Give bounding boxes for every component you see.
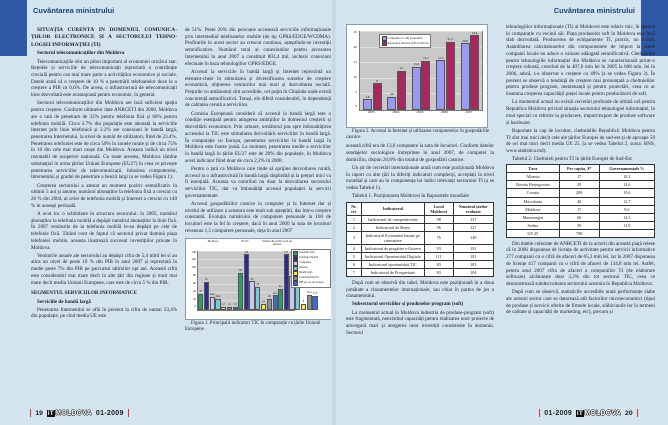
bar-group: 32 61 24,6 20,4 1,7 1,1 2,5 — [198, 252, 238, 310]
table-row — [347, 260, 494, 268]
bar — [210, 297, 215, 309]
page-header-left: Cuvântarea ministrului — [33, 6, 115, 15]
table2 — [506, 164, 655, 237]
issue-label-left: 01-2009 — [95, 409, 124, 417]
bar — [198, 294, 203, 309]
table-cell: 208 — [559, 189, 599, 197]
paragraph: Pentru o țară ca Moldova care tinde să sprijine dezvoltarea rurală, accesul la o infrastructură în bandă largă răspîndită și la prețuri mici va fi esențială. Aceasta va contribui nu doar la dezvoltarea sectorului serviciilor TIC, dar va îmbunătăți accesul populației la servicii guvernamentale. — [185, 165, 331, 199]
table-cell: 19,6 — [599, 189, 654, 197]
table-row — [347, 268, 494, 276]
table-cell: 183 — [453, 260, 493, 268]
legend-item: Telefonia mobilă — [293, 256, 328, 261]
bar — [436, 60, 445, 110]
table-cell: 7 — [347, 268, 362, 276]
table-row — [347, 223, 494, 231]
bar — [446, 42, 455, 110]
figura2-caption: Figura 2. Accesul la Internet și utilizarea computerelor în gospodăriile casnice — [346, 129, 490, 141]
table-cell: 76 — [424, 231, 453, 244]
table-cell: 4 — [347, 244, 362, 252]
bar — [307, 295, 312, 310]
footer-right — [539, 409, 638, 417]
table-cell: 59 — [559, 221, 599, 229]
table-cell: Albania — [507, 173, 560, 181]
table-cell: 798 — [559, 229, 599, 237]
table-row — [507, 189, 655, 197]
table-cell: Indicatorul Oportunității Digitale — [361, 252, 424, 260]
table-cell: 140 — [453, 231, 493, 244]
bar — [387, 97, 396, 110]
paragraph: Un șir de cercetări internaționale arată cum este poziționată Moldova în raport cu alte țări la diferiți indicatori complecși, acceptați la nivel mondial și care au în componența lor indici relevanți sectorului TI (a se vedea Tabelul 1). — [346, 164, 494, 192]
table-cell: 12,6 — [599, 181, 654, 189]
table-cell: Moldova — [507, 205, 560, 213]
figura1-chart — [185, 238, 331, 320]
paragraph: Raportate la cap de locuitor, cheltuielile Republicii Moldova pentru TI sînt mai mici decît cele ale țărilor Europei de sud-est și de aproape 50 de ori mai mici decît media UE 25. (a se vedea Tabelul 2, sursa: BNS, www.statistica.md). — [506, 127, 655, 154]
legend-item: Conexiuni fără fir — [293, 276, 328, 281]
logo-name: MOLDOVA — [55, 409, 92, 417]
column-header: Locul Moldovei — [424, 202, 453, 215]
right-page-column-2 — [506, 24, 655, 394]
bar — [412, 67, 421, 110]
table-row — [347, 215, 494, 223]
section-subheading: Serviciile de bandă largă — [37, 298, 91, 305]
paragraph: Creșterea sectorului a atestat un moment pozitiv semnificativ în ultimii 5 ani și anume, numărul abonaților la telefonia fixă a crescut cu 26 % din 2004, al celor de telefonia mobilă și Internet a crescut cu 140 % în aceeași perioadă. — [31, 182, 177, 209]
paragraph: Din datele colectate de ANRCETI de la actorii din această piață reiese că în 2006 dispuneau de licențe de activitate pentru servicii informatice 277 companii cu o cifră de afaceri de 65,3 mln lei, iar în 2007 dispuneau de licențe 417 companii cu o cifră de afaceri de 134,8 mln lei. Astfel, pentru anul 2007 cifra de afaceri a companiilor TI (de elaborare software) alcătuiește doar 3,3% din tot sectorul TIC, ceea ce demonstrează subdezvoltarea sectorului acestuia în Republica Moldova. — [506, 240, 655, 287]
paragraph: de 51%. Peste 20% din persoane accesează serviciile informaționale prin intermediul telefoanelor mobile (de tip GPRS/EDGE/WCDMA). Profiturile în acest sector au crescut continuu, așteptîndu-se investiții semnificative. Numărul total al conexiunilor pentru accesarea Internetului în anul 2007 a constituit 803,4 mii, inclusiv conexiuni efectuate în baza tehnologiilor GPRS/EDGE. — [185, 27, 331, 67]
table-cell: 191 — [453, 244, 493, 252]
column-header: Nr. crt. — [347, 202, 362, 215]
table1-title: Tabelul 1. Poziționarea Moldovei în Rapoartele mondiale — [352, 193, 469, 200]
bar — [421, 61, 430, 110]
page-header-right: Cuvântarea ministrului — [553, 6, 635, 15]
footer-left — [30, 409, 129, 417]
page-number-right: 20 — [625, 409, 633, 417]
paragraph: Accesul la serviciile în bandă largă și Internet reprezintă un element-cheie în stimularea și diversificarea surselor de creștere economică, obținerea veniturilor mai mari și dezvoltarea socială. Prețurile cu amănuntul sînt accesibile, cel puțin în Chișinău unde există concurență semnificativă. Totuși, ele diferă considerabil, în dependență de calitatea cerută a serviciilor. — [185, 68, 331, 109]
table-cell: Muntenegru — [507, 213, 560, 221]
figura1-caption: Figura 1. Principalii indicatori TIC în comparație cu țările Uniunii Europene — [185, 320, 321, 332]
bar — [227, 307, 232, 309]
table-cell: 111 — [424, 252, 453, 260]
figura1-category-labels: Moldova EU27 Statele din prima fază de aderare — [207, 238, 292, 246]
bar — [267, 299, 272, 309]
paragraph: A avut loc o schimbare în structura sectorului: în 2005, numărul abonaților la telefonia mobilă a depășit numărul abonaților la linie fixă. În 2007 veniturile de la telefonia mobilă le-au depășit pe cele de telefonie fixă. Ținînd cont de faptul că sectorul privat domină piața telefoniei mobile, aceasta ilustrează succesul investițiilor private în Moldova. — [31, 210, 177, 251]
column-header: Indicatorul — [361, 202, 424, 215]
bar-group: 2,8 8 — [360, 32, 384, 110]
paragraph: Penetrarea Internetului se află în prezent la cifra de numai 23,4% din populație, pe cînd media UE este — [31, 306, 177, 320]
bar-group: 3,6 12 — [384, 32, 408, 110]
table-cell: 83 — [424, 260, 453, 268]
table-cell: 96 — [424, 223, 453, 231]
paragraph: La momentul actual în Moldova industria de produse-program (soft) este fragmentată, neexistînd capacități pentru realizarea unor proiecte de anvergură mari și atragerea unor investiții consistente în domeniu. Sectorul — [346, 309, 494, 336]
footer-red-bar — [637, 409, 638, 417]
paragraph: Veniturile anuale ale sectorului au depășit cifra de 5,4 mlrd lei si au atins un nivel de peste 10 % din PIB în anul 2007 și reprezintă în medie peste 7% din PIB pe parcursul ultimilor opt ani. Această cifră este considerabil mai mare decît în alte țări din regiune și mult mai mare decît media Uniunii Europene, care este de circa 5 % din PIB. — [31, 252, 177, 286]
bar — [204, 282, 209, 309]
table-row — [507, 181, 655, 189]
table-row — [507, 213, 655, 221]
left-page-column-1 — [31, 27, 177, 397]
section-subheading: SEGMENTUL SERVICIILOR INFORMATICE — [31, 290, 137, 297]
bar — [397, 71, 406, 110]
bar — [278, 289, 283, 309]
bar — [312, 296, 317, 310]
bar-group: 84 140 63 50 9,3 20 29,3 — [238, 252, 278, 310]
bar — [244, 254, 249, 309]
figura2-legend — [379, 34, 431, 48]
section-subheading: Subsectorul serviciilor și produselor program (soft) — [352, 301, 464, 308]
figura1-legend — [291, 249, 331, 288]
table-cell: 29 — [559, 181, 599, 189]
table-cell: Indicatorul de Rețea — [361, 223, 424, 231]
table-cell: 12,7 — [599, 197, 654, 205]
page-gutter — [331, 0, 337, 425]
bar — [255, 287, 260, 310]
table-row — [507, 221, 655, 229]
table-row — [347, 244, 494, 252]
magazine-logo — [47, 410, 92, 417]
paragraph: La momentul actual nu există cercetări profunde de ultimă oră pentru Republica Moldova privind situația sectorului tehnologiei informației, în mod special cu referire la producere, import/export de produse software și hardware. — [506, 99, 655, 126]
paragraph: tehnologiilor informaționale (TI) al Moldovei este relativ mic, în special în comparație cu vecinii săi. Piața produselor soft în Moldova este încă slab dezvoltată. Producerea de echipamente TI, practic, nu există. Asamblarea calculatoarelor din componentele de import la unele companii locale nu aduce o valoare adăugată semnificativă. Cheltuielile pentru tehnologiile informației din Moldova se caracterizează printr-o creștere robustă, crescînd de la 407,6 mln lei în 2005 la 608 mln. lei în 2006, adică, s-a observat o creștere cu 49% (a se vedea Figura 3). În prezent se observă o tendință de creștere mai pronunțată a cheltuielilor pentru produse program, mentenanță și pentru proiectări, ceea ce ar însemna creșterea capacității pieței locale pentru producătorii de soft. — [506, 24, 655, 98]
logo-prefix: iT — [576, 409, 583, 417]
legend-item: Penetrarea Internet (100 locuitori) — [382, 41, 429, 46]
table-cell: 5 — [347, 252, 362, 260]
table-cell: 98 — [424, 215, 453, 223]
table-cell: 104 — [453, 268, 493, 276]
issue-label-right: 01-2009 — [544, 409, 573, 417]
table-cell: 93 — [424, 244, 453, 252]
bar — [221, 307, 226, 310]
table-cell: 13,9 — [599, 221, 654, 229]
bar — [373, 83, 382, 110]
figura2-y-axis: 25 20 15 10 5 0 — [353, 30, 357, 109]
table-cell: 9,6 — [599, 205, 654, 213]
column-header: Numărul țărilor evaluate — [453, 202, 493, 215]
bar-group: 13,2 15,2 — [409, 32, 433, 110]
table-cell: 14,3 — [599, 213, 654, 221]
legend-item: Computere la 100 gospodării — [382, 36, 429, 41]
paragraph: Telecomunicațiile sînt un pilon important al economiei oricărui stat. Rețelele și serviciile de telecomunicații reprezintă o contribuție crucială pentru cea mai mare parte a activităților economice și sociale. Datele arată că o creștere de 10 % a penetrării telefoanelor duce la o creștere a PIB cu 0,6%. De aceea, o infrastructură de telecomunicații bine dezvoltată este avantajoasă pentru economie, în general. — [31, 58, 177, 99]
table1 — [346, 202, 494, 277]
table-row — [507, 205, 655, 213]
left-page-column-2 — [185, 27, 331, 397]
table-cell: Serbia — [507, 221, 560, 229]
magazine-logo — [576, 410, 621, 417]
table-row — [507, 229, 655, 237]
table-cell — [599, 229, 654, 237]
table-cell: 83 — [424, 268, 453, 276]
paragraph: Sectorul telecomunicațiilor din Moldova are încă suficient spațiu pentru creștere. Conform ultimelor date ANRCETI din 2008, Moldova are o rată de penetrare de 32% pentru telefonia fixă și 60% pentru telefonia mobilă. Circa 3.7% din populație este abonată la serviciile Internet prin linie telefonică și 2.2% are conexiuni în bandă largă, penetrarea Internetului, la nivel de număr de utilizatori, fiind de 23.4%. Penetrarea telefoniei este de circa 50% în zonele rurale și de circa 75% în 10 din cele mai mari orașe din Moldova. Aceasta indică un nivel rezonabil de acoperire națională. Cu toate acestea, Moldova rămîne substanțial în urma țărilor Uniuni Europene (EU27) în ceea ce privește penetrarea serviciilor de telecomunicații, folosirea computerelor, Internetului și gradul de penetrare a benzii largi (a se vedea Figura 1). — [31, 100, 177, 181]
legend-item: Bandă largă — [293, 271, 328, 276]
bar — [284, 254, 289, 309]
paragraph: această cifră era de 13,6 computere la suta de locuitori. Conform datelor sondajelor sociologice întreprinse în anul 2007, de computer la domiciliu, dispun 20,8% din totalul de gospodării casnice. — [346, 143, 494, 163]
paragraph: Accesul gospodăriilor casnice la computer și la Internet dar și nivelul de utilizare a acestora este mult sub așteptări, dar într-o creștere constantă. Evoluția numărului de computere personale la 100 de locuitori este la fel în creștere, dacă în anul 2000 la suta de locuitori reveneau 1,5 computere personale, deja în anul 2007 — [185, 200, 331, 234]
table-cell: Indicatorul oportunității TIC — [361, 260, 424, 268]
bar-group: 15,3 21,2 — [433, 32, 457, 110]
table-cell: 17 — [559, 205, 599, 213]
column-header: Guvernamentale % — [599, 165, 654, 173]
footer-red-bar — [539, 409, 540, 417]
table-cell: Indicatorul de pregătire e-Guvern — [361, 244, 424, 252]
table-cell: Indicatorul Economiei bazate pe cunoaștere — [361, 231, 424, 244]
table-cell: Bosnia Herțegovina — [507, 181, 560, 189]
legend-item: PIB pe cap de locuitor — [293, 281, 328, 286]
table-row — [347, 252, 494, 260]
table2-title: Tabelul 2. Cheltuieli pentru TI în țările Europei de Sud-Est — [512, 156, 632, 163]
table-cell: 127 — [453, 223, 493, 231]
table-cell: 40 — [559, 197, 599, 205]
table-cell: 10,2 — [599, 173, 654, 181]
figura2-chart — [346, 24, 488, 128]
column-header: Țara — [507, 165, 560, 173]
bar — [301, 304, 306, 309]
bar-group: 20,8 23,4 — [458, 32, 482, 110]
table-row — [347, 231, 494, 244]
bar — [461, 43, 470, 110]
right-page-column-1 — [346, 24, 494, 394]
legend-item: Internet — [293, 266, 328, 271]
logo-name: MOLDOVA — [584, 409, 622, 417]
bar — [249, 281, 254, 309]
table-row — [507, 173, 655, 181]
table-cell: 6 — [347, 260, 362, 268]
column-header: Per capita, $* — [559, 165, 599, 173]
table-cell: 1 — [347, 215, 362, 223]
section-subheading: Sectorul telecomunicațiilor din Moldova — [37, 50, 125, 57]
bar — [363, 99, 372, 110]
logo-prefix: iT — [47, 409, 54, 417]
corner-block-left — [0, 0, 27, 56]
table-cell: Indicatorul de Prosperitate — [361, 268, 424, 276]
table-cell: UE 25 — [507, 229, 560, 237]
paragraph: Comisia Europeană consideră că accesul la bandă largă este o condiție esențială pentru atingerea ambițiilor în domeniul creșterii și dezvoltării economice. Prin urmare, următorul pas spre îmbunătățirea accesului la TIC este stimularea dezvoltării serviciilor în bandă largă. În comparație cu Europa, penetrarea serviciilor în bandă largă în Moldova este foarte joasă. La moment, penetrarea medie a serviciilor în bandă largă în țările EU27 este de 20% din populație, în Moldova acest indicator fiind doar de circa 2,2% în 2008. — [185, 110, 331, 164]
article-heading: SITUAȚIA CURENTĂ ÎN DOMENIUL COMUNICA-ȚIILOR ELECTRONICE ȘI A SECTORULUI TEHNO-LOGIEI INFORMAȚIEI (TI) — [31, 27, 177, 48]
table-cell: Macedonia — [507, 197, 560, 205]
legend-item: Computere — [293, 261, 328, 266]
bar-group: 44 137 8 30,2 27,8 — [278, 252, 318, 310]
bar — [470, 35, 479, 110]
table-row — [507, 197, 655, 205]
bar — [215, 299, 220, 309]
figura2-x-axis: 2003 2004 2005 2006 2007 — [367, 110, 473, 114]
table-cell: 2 — [347, 223, 362, 231]
table-cell: 17 — [559, 173, 599, 181]
figura1-y-axis: 140 120 100 80 60 40 20 0 — [191, 249, 196, 309]
table-cell: 137 — [453, 215, 493, 223]
footer-red-bar — [128, 409, 129, 417]
bar — [238, 273, 243, 310]
paragraph: După cum se observă din tabel, Moldova este poziționată în a doua jumătate a clasamentelor internaționale, sau chiar în partea de jos a clasamentului. — [346, 279, 494, 300]
table-cell: Croația — [507, 189, 560, 197]
table-cell: 3 — [347, 231, 362, 244]
page-number-left: 19 — [35, 409, 43, 417]
table-cell: 181 — [453, 252, 493, 260]
paragraph: După cum se observă, statisticile accesibile arată performanțe slabe ale acestui sector care se datorează atît factorilor microeconomici (tipul de produse și servicii oferite de firmele locale, slăbiciunile lor în termeni de calitate și capacități de marketing, etc), precum și — [506, 289, 655, 316]
table-cell: 66 — [559, 213, 599, 221]
footer-red-bar — [30, 409, 31, 417]
legend-item: Telefonia fixă — [293, 251, 328, 256]
table-cell: Indicatorul de competitivitate — [361, 215, 424, 223]
bar — [261, 304, 266, 310]
